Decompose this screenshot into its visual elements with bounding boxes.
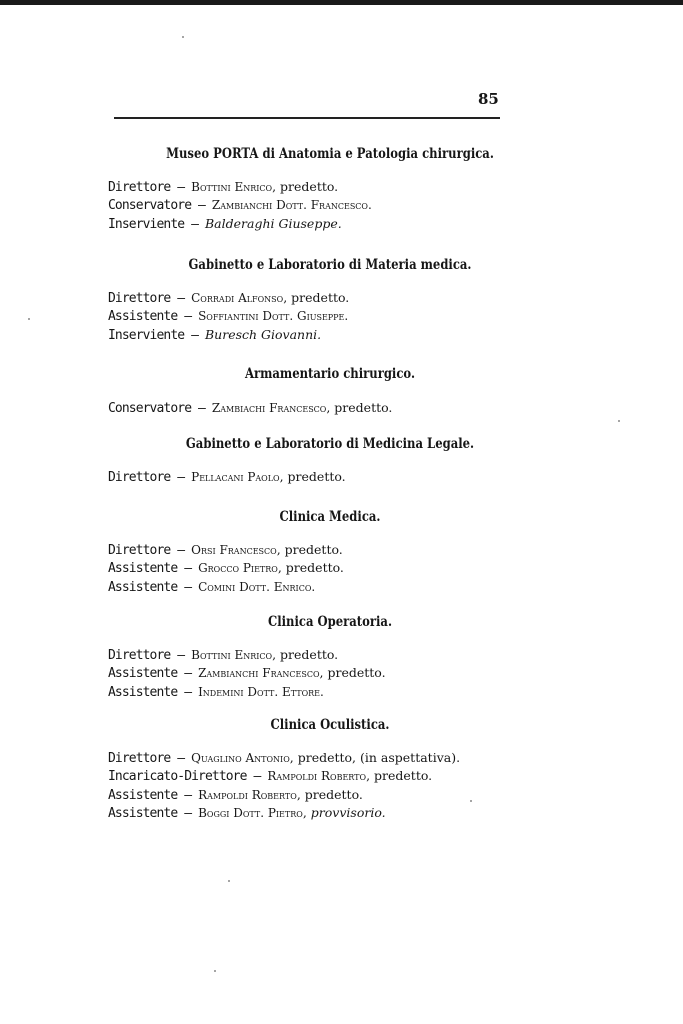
entry-line: Direttore — Bottini Enrico, predetto. (108, 179, 339, 195)
entry-line: Assistente — Soffiantini Dott. Giuseppe. (108, 309, 349, 325)
section-entries-materia-medica (108, 289, 349, 344)
entry-line: Assistente — Rampoldi Roberto, predetto. (108, 786, 363, 803)
section-title-armamentario: Armamentario chirurgico. (244, 366, 416, 382)
entry-line: Direttore — Bottini Enrico, predetto. (108, 647, 339, 663)
entry-line: Assistente — Boggi Dott. Pietro, provvisorio. (108, 805, 386, 822)
scan-speck (28, 318, 30, 320)
section-entries-clinica-operatoria (108, 646, 386, 701)
entry-line: Inserviente — Buresch Giovanni. (108, 326, 322, 343)
scan-speck (470, 800, 472, 802)
entry-line: Incaricato-Direttore — Rampoldi Roberto, predetto. (108, 768, 433, 785)
section-entries-clinica-oculistica (108, 749, 460, 823)
scan-speck (618, 420, 620, 422)
section-title-medicina-legale: Gabinetto e Laboratorio di Medicina Legale. (185, 436, 475, 452)
entry-line: Direttore — Pellacani Paolo, predetto. (108, 469, 346, 485)
entry-line: Assistente — Zambianchi Francesco, predetto. (108, 665, 386, 682)
scan-top-edge (0, 0, 683, 5)
section-entries-museo-porta (108, 178, 372, 233)
entry-line: Assistente — Comini Dott. Enrico. (108, 579, 316, 595)
section-entries-armamentario (108, 399, 392, 417)
entry-line: Direttore — Corradi Alfonso, predetto. (108, 290, 350, 306)
scan-speck (228, 880, 230, 882)
entry-line: Inserviente — Balderaghi Giuseppe. (108, 215, 342, 232)
entry-line: Assistente — Indemini Dott. Ettore. (108, 684, 324, 700)
entry-line: Conservatore — Zambianchi Dott. Francesco. (108, 198, 372, 214)
entry-line: Assistente — Grocco Pietro, predetto. (108, 560, 344, 577)
entry-line: Conservatore — Zambiachi Francesco, predetto. (108, 400, 393, 416)
scan-speck (214, 970, 216, 972)
section-title-materia-medica: Gabinetto e Laboratorio di Materia medica. (188, 257, 472, 273)
scan-speck (182, 36, 184, 38)
section-title-clinica-operatoria: Clinica Operatoria. (267, 614, 393, 630)
page-number: 85 (478, 90, 499, 108)
section-title-clinica-oculistica: Clinica Oculistica. (270, 717, 390, 733)
section-entries-clinica-medica (108, 541, 344, 596)
section-title-museo-porta: Museo PORTA di Anatomia e Patologia chirurgica. (166, 146, 494, 162)
section-entries-medicina-legale (108, 468, 346, 486)
entry-line: Direttore — Orsi Francesco, predetto. (108, 542, 343, 558)
entry-line: Direttore — Quaglino Antonio, predetto, (in aspettativa). (108, 750, 461, 766)
header-rule (114, 117, 500, 119)
section-title-clinica-medica: Clinica Medica. (279, 509, 381, 525)
